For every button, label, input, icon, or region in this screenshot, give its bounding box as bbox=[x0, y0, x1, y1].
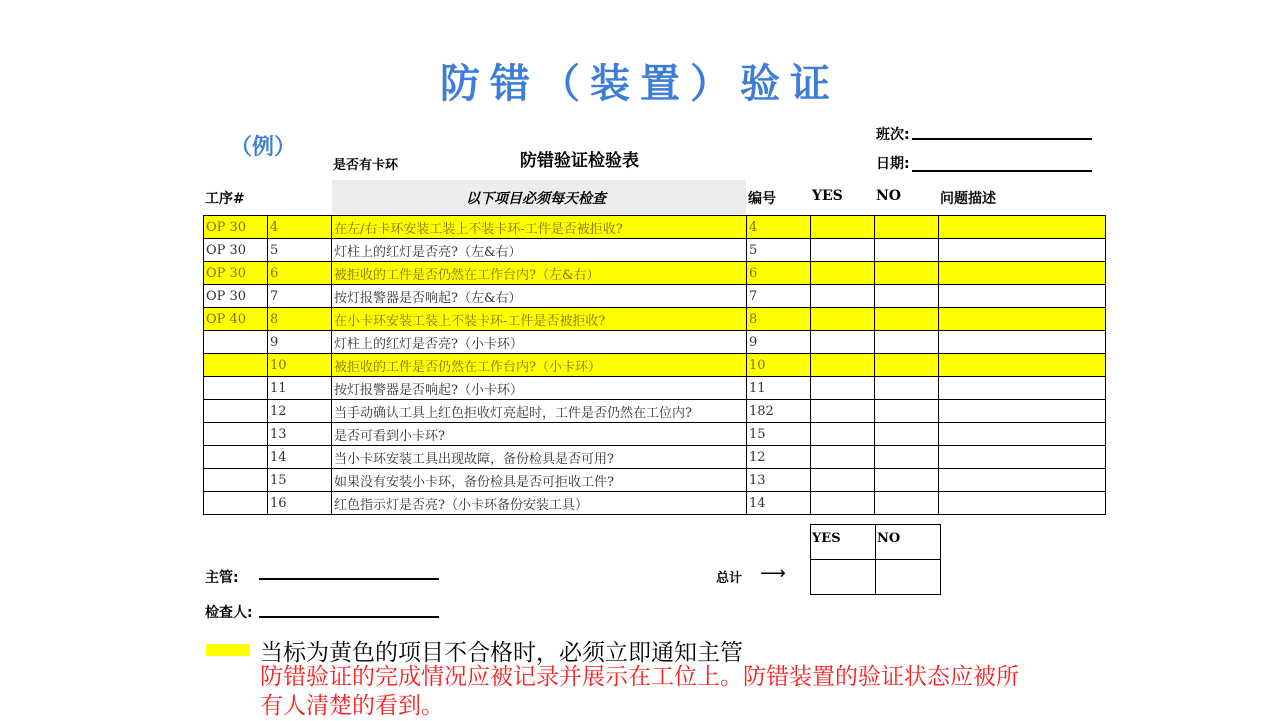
daily-check-header: 以下项目必须每天检查 bbox=[466, 191, 606, 207]
item-cell: 9 bbox=[268, 331, 332, 354]
no-cell[interactable] bbox=[875, 262, 939, 285]
issue-cell[interactable] bbox=[939, 492, 1106, 515]
item-cell: 8 bbox=[268, 308, 332, 331]
yes-cell[interactable] bbox=[811, 354, 875, 377]
table-row bbox=[204, 423, 1106, 446]
code-cell: 11 bbox=[747, 377, 811, 400]
table-row bbox=[204, 239, 1106, 262]
totals-yes-label: YES bbox=[811, 525, 876, 560]
code-cell: 4 bbox=[747, 216, 811, 239]
item-cell: 14 bbox=[268, 446, 332, 469]
yes-cell[interactable] bbox=[811, 377, 875, 400]
no-cell[interactable] bbox=[875, 331, 939, 354]
no-header: NO bbox=[876, 188, 901, 204]
issue-cell[interactable] bbox=[939, 216, 1106, 239]
item-cell: 16 bbox=[268, 492, 332, 515]
form-title: 防错验证检验表 bbox=[520, 151, 639, 171]
item-cell: 7 bbox=[268, 285, 332, 308]
op-cell bbox=[204, 400, 268, 423]
yes-cell[interactable] bbox=[811, 492, 875, 515]
issue-cell[interactable] bbox=[939, 446, 1106, 469]
code-cell: 14 bbox=[747, 492, 811, 515]
description-cell: 按灯报警器是否响起?（小卡环） bbox=[332, 377, 747, 400]
yes-cell[interactable] bbox=[811, 423, 875, 446]
code-cell: 10 bbox=[747, 354, 811, 377]
legend-text: 当标为黄色的项目不合格时，必须立即通知主管 bbox=[260, 640, 743, 666]
description-cell: 被拒收的工件是否仍然在工作台内?（小卡环） bbox=[332, 354, 747, 377]
yellow-legend-swatch bbox=[206, 644, 250, 656]
description-cell: 红色指示灯是否亮?（小卡环备份安装工具） bbox=[332, 492, 747, 515]
yes-cell[interactable] bbox=[811, 216, 875, 239]
process-header: 工序# bbox=[205, 191, 245, 207]
description-cell: 当小卡环安装工具出现故障，备份检具是否可用? bbox=[332, 446, 747, 469]
issue-cell[interactable] bbox=[939, 469, 1106, 492]
table-row bbox=[204, 446, 1106, 469]
code-cell: 7 bbox=[747, 285, 811, 308]
item-cell: 15 bbox=[268, 469, 332, 492]
code-cell: 15 bbox=[747, 423, 811, 446]
op-cell bbox=[204, 331, 268, 354]
description-cell: 在左/右卡环安装工装上不装卡环-工件是否被拒收? bbox=[332, 216, 747, 239]
page-title: 防错（装置）验证 bbox=[440, 61, 840, 107]
inspector-field[interactable] bbox=[259, 616, 439, 618]
no-cell[interactable] bbox=[875, 239, 939, 262]
op-cell: OP 30 bbox=[204, 239, 268, 262]
totals-no-value[interactable] bbox=[876, 560, 941, 595]
example-label: （例） bbox=[230, 135, 297, 160]
description-cell: 是否可看到小卡环? bbox=[332, 423, 747, 446]
yes-cell[interactable] bbox=[811, 400, 875, 423]
description-cell: 当手动确认工具上红色拒收灯亮起时，工件是否仍然在工位内? bbox=[332, 400, 747, 423]
op-cell: OP 30 bbox=[204, 285, 268, 308]
code-cell: 8 bbox=[747, 308, 811, 331]
description-cell: 灯柱上的红灯是否亮?（小卡环） bbox=[332, 331, 747, 354]
op-cell bbox=[204, 354, 268, 377]
arrow-icon: ⟶ bbox=[760, 563, 786, 584]
op-cell bbox=[204, 377, 268, 400]
shift-label: 班次: bbox=[876, 127, 910, 143]
table-row bbox=[204, 400, 1106, 423]
no-cell[interactable] bbox=[875, 400, 939, 423]
note-text: 防错验证的完成情况应被记录并展示在工位上。防错装置的验证状态应被所有人清楚的看到。 bbox=[260, 664, 1019, 719]
description-cell: 在小卡环安装工装上不装卡环-工件是否被拒收? bbox=[332, 308, 747, 331]
totals-table bbox=[810, 524, 941, 595]
no-cell[interactable] bbox=[875, 377, 939, 400]
date-field[interactable] bbox=[912, 170, 1092, 172]
number-header: 编号 bbox=[748, 191, 776, 207]
op-cell: OP 30 bbox=[204, 262, 268, 285]
yes-cell[interactable] bbox=[811, 331, 875, 354]
issue-cell[interactable] bbox=[939, 308, 1106, 331]
no-cell[interactable] bbox=[875, 285, 939, 308]
no-cell[interactable] bbox=[875, 308, 939, 331]
item-cell: 12 bbox=[268, 400, 332, 423]
table-row bbox=[204, 285, 1106, 308]
no-cell[interactable] bbox=[875, 446, 939, 469]
issue-cell[interactable] bbox=[939, 400, 1106, 423]
issue-cell[interactable] bbox=[939, 423, 1106, 446]
code-cell: 13 bbox=[747, 469, 811, 492]
issue-cell[interactable] bbox=[939, 262, 1106, 285]
supervisor-field[interactable] bbox=[259, 578, 439, 580]
totals-no-label: NO bbox=[876, 525, 941, 560]
op-cell bbox=[204, 469, 268, 492]
description-cell: 灯柱上的红灯是否亮?（左&右） bbox=[332, 239, 747, 262]
table-row bbox=[204, 492, 1106, 515]
no-cell[interactable] bbox=[875, 492, 939, 515]
code-cell: 182 bbox=[747, 400, 811, 423]
supervisor-label: 主管: bbox=[205, 570, 239, 586]
totals-label: 总计 bbox=[716, 571, 743, 586]
yes-cell[interactable] bbox=[811, 262, 875, 285]
issue-cell[interactable] bbox=[939, 331, 1106, 354]
table-row bbox=[204, 308, 1106, 331]
item-cell: 10 bbox=[268, 354, 332, 377]
code-cell: 5 bbox=[747, 239, 811, 262]
issue-cell[interactable] bbox=[939, 285, 1106, 308]
table-row bbox=[204, 331, 1106, 354]
item-cell: 13 bbox=[268, 423, 332, 446]
table-row bbox=[204, 262, 1106, 285]
op-cell bbox=[204, 492, 268, 515]
item-cell: 4 bbox=[268, 216, 332, 239]
issue-cell[interactable] bbox=[939, 354, 1106, 377]
table-row bbox=[204, 216, 1106, 239]
has-clamp-label: 是否有卡环 bbox=[333, 158, 399, 173]
table-row bbox=[204, 469, 1106, 492]
description-cell: 按灯报警器是否响起?（左&右） bbox=[332, 285, 747, 308]
op-cell bbox=[204, 423, 268, 446]
item-cell: 6 bbox=[268, 262, 332, 285]
issue-cell[interactable] bbox=[939, 239, 1106, 262]
description-cell: 如果没有安装小卡环，备份检具是否可拒收工件? bbox=[332, 469, 747, 492]
description-cell: 被拒收的工件是否仍然在工作台内?（左&右） bbox=[332, 262, 747, 285]
yes-cell[interactable] bbox=[811, 239, 875, 262]
totals-yes-value[interactable] bbox=[811, 560, 876, 595]
yes-header: YES bbox=[812, 188, 843, 204]
check-table bbox=[203, 215, 1106, 515]
yes-cell[interactable] bbox=[811, 285, 875, 308]
date-label: 日期: bbox=[876, 156, 910, 172]
issue-header: 问题描述 bbox=[940, 191, 996, 207]
no-cell[interactable] bbox=[875, 216, 939, 239]
yes-cell[interactable] bbox=[811, 469, 875, 492]
table-row bbox=[204, 354, 1106, 377]
code-cell: 12 bbox=[747, 446, 811, 469]
op-cell bbox=[204, 446, 268, 469]
no-cell[interactable] bbox=[875, 423, 939, 446]
shift-field[interactable] bbox=[912, 138, 1092, 140]
no-cell[interactable] bbox=[875, 469, 939, 492]
op-cell: OP 40 bbox=[204, 308, 268, 331]
item-cell: 11 bbox=[268, 377, 332, 400]
yes-cell[interactable] bbox=[811, 308, 875, 331]
yes-cell[interactable] bbox=[811, 446, 875, 469]
no-cell[interactable] bbox=[875, 354, 939, 377]
code-cell: 9 bbox=[747, 331, 811, 354]
issue-cell[interactable] bbox=[939, 377, 1106, 400]
op-cell: OP 30 bbox=[204, 216, 268, 239]
table-row bbox=[204, 377, 1106, 400]
code-cell: 6 bbox=[747, 262, 811, 285]
inspector-label: 检查人: bbox=[205, 605, 253, 621]
item-cell: 5 bbox=[268, 239, 332, 262]
